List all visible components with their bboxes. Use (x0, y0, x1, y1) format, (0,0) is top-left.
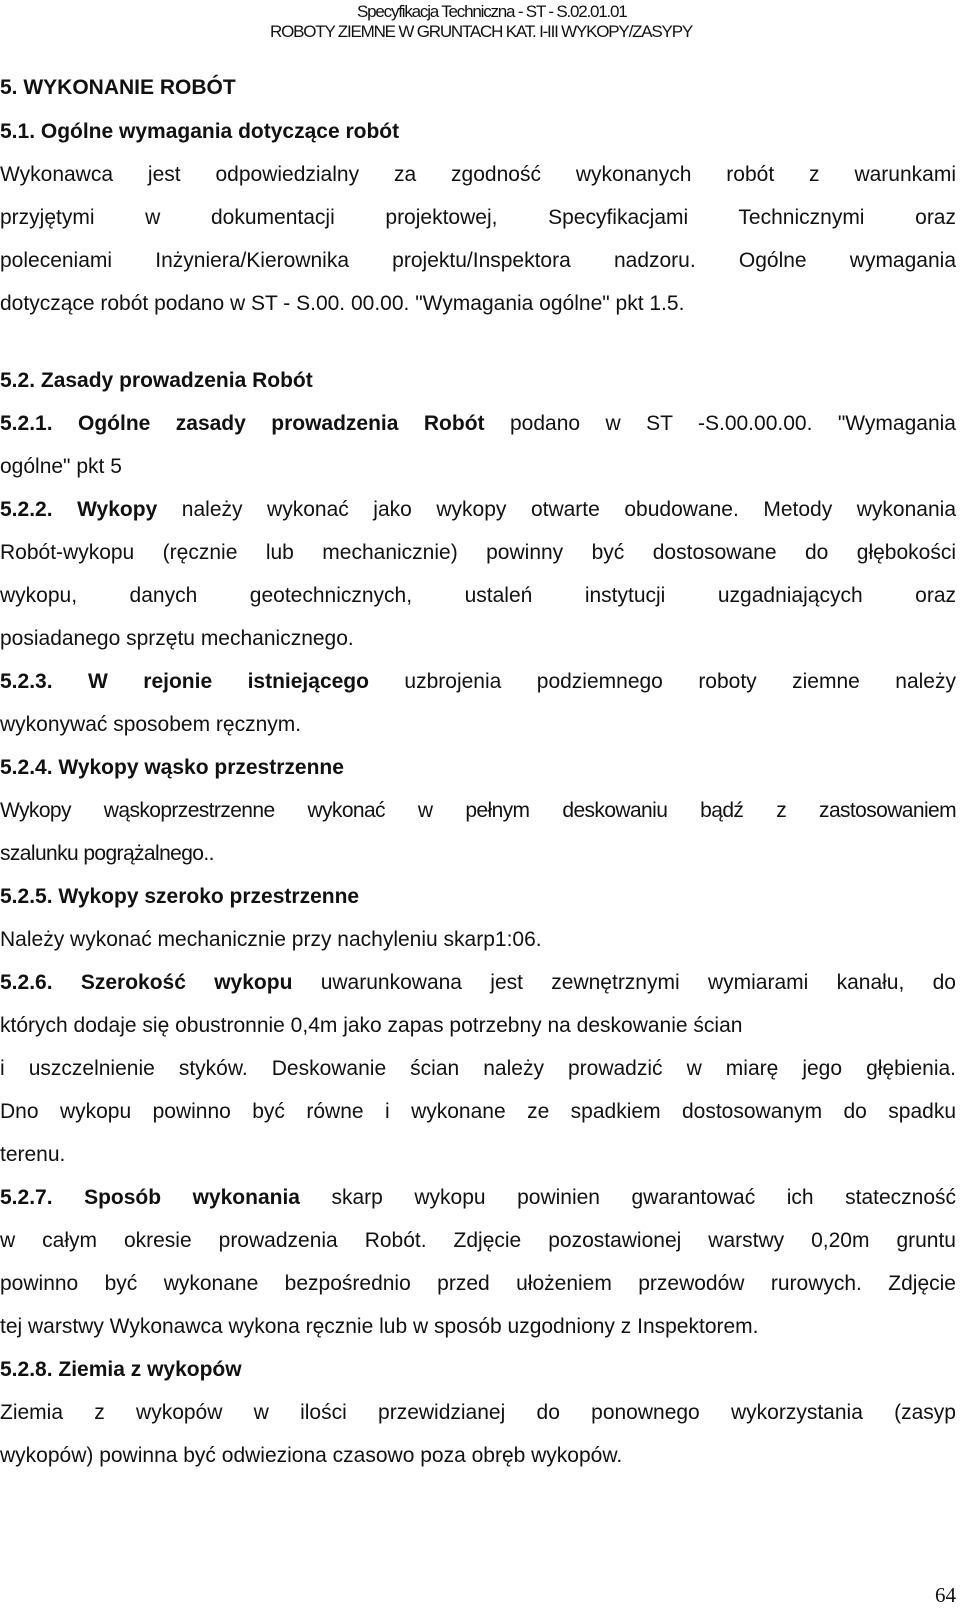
item-number: 5.2.6. (0, 971, 53, 994)
item-bold-lead: Ogólne zasady prowadzenia Robót (78, 412, 485, 435)
paragraph-line: w całym okresie prowadzenia Robót. Zdjęcie pozostawionej warstwy 0,20m gruntu (0, 1229, 956, 1252)
item-number: 5.2.2. (0, 498, 53, 521)
item-5-2-6 (0, 961, 956, 1004)
subsection-5-2-title: 5.2. Zasady prowadzenia Robót (0, 369, 313, 392)
paragraph-line: poleceniami Inżyniera/Kierownika projektu/Inspektora nadzoru. Ogólne wymagania (0, 249, 956, 272)
paragraph-line: Dno wykopu powinno być równe i wykonane ze spadkiem dostosowanym do spadku (0, 1100, 956, 1123)
item-bold-lead: Sposób wykonania (84, 1186, 300, 1209)
paragraph-line: Należy wykonać mechanicznie przy nachyleniu skarp1:06. (0, 928, 542, 951)
paragraph-line: Wykonawca jest odpowiedzialny za zgodność wykonanych robót z warunkami (0, 163, 956, 186)
item-text: podano w ST -S.00.00.00. "Wymagania (484, 412, 956, 435)
paragraph-line: Ziemia z wykopów w ilości przewidzianej do ponownego wykorzystania (zasyp (0, 1401, 956, 1424)
item-number: 5.2.7. (0, 1186, 53, 1209)
paragraph-line: tej warstwy Wykonawca wykona ręcznie lub w sposób uzgodniony z Inspektorem. (0, 1315, 759, 1338)
item-5-2-3 (0, 660, 956, 703)
item-text: należy wykonać jako wykopy otwarte obudowane. Metody wykonania (157, 498, 956, 521)
paragraph-line: wykopów) powinna być odwieziona czasowo poza obręb wykopów. (0, 1444, 623, 1467)
item-text: skarp wykopu powinien gwarantować ich stateczność (299, 1186, 957, 1209)
item-number: 5.2.1. (0, 412, 53, 435)
item-text: uwarunkowana jest zewnętrznymi wymiarami kanału, do (292, 971, 956, 994)
item-bold-lead: Szerokość wykopu (80, 971, 293, 994)
item-5-2-7 (0, 1176, 956, 1219)
paragraph-line: szalunku pogrążalnego.. (0, 842, 214, 865)
item-5-2-5-title: 5.2.5. Wykopy szeroko przestrzenne (0, 885, 360, 908)
subsection-5-1-title: 5.1. Ogólne wymagania dotyczące robót (0, 120, 400, 143)
paragraph-line: Wykopy wąskoprzestrzenne wykonać w pełnym deskowaniu bądź z zastosowaniem (0, 799, 956, 822)
item-number: 5.2.3. (0, 670, 53, 693)
header-subtitle: ROBOTY ZIEMNE W GRUNTACH KAT. I-III WYKOPY/ZASYPY (270, 22, 692, 41)
paragraph-line: ogólne" pkt 5 (0, 455, 122, 478)
paragraph-line: przyjętymi w dokumentacji projektowej, Specyfikacjami Technicznymi oraz (0, 206, 956, 229)
item-5-2-2 (0, 488, 956, 531)
paragraph-line: których dodaje się obustronnie 0,4m jako zapas potrzebny na deskowanie ścian (0, 1014, 743, 1037)
header-spec-title: Specyfikacja Techniczna - ST - S.02.01.01 (357, 2, 627, 21)
paragraph-line: i uszczelnienie styków. Deskowanie ścian należy prowadzić w miarę jego głębienia. (0, 1057, 956, 1080)
paragraph-line: Robót-wykopu (ręcznie lub mechanicznie) powinny być dostosowane do głębokości (0, 541, 956, 564)
item-bold-lead: Wykopy (77, 498, 158, 521)
page-number: 64 (935, 1583, 956, 1607)
item-5-2-8-title: 5.2.8. Ziemia z wykopów (0, 1358, 242, 1381)
paragraph-line: wykonywać sposobem ręcznym. (0, 713, 302, 736)
document-body (0, 66, 956, 1477)
running-header (0, 2, 960, 42)
item-5-2-4-title: 5.2.4. Wykopy wąsko przestrzenne (0, 756, 344, 779)
item-bold-lead: W rejonie istniejącego (88, 670, 369, 693)
paragraph-line: powinno być wykonane bezpośrednio przed ułożeniem przewodów rurowych. Zdjęcie (0, 1272, 956, 1295)
section-heading: 5. WYKONANIE ROBÓT (0, 76, 236, 99)
paragraph-line: dotyczące robót podano w ST - S.00. 00.00. "Wymagania ogólne" pkt 1.5. (0, 292, 685, 315)
item-text: uzbrojenia podziemnego roboty ziemne należy (368, 670, 956, 693)
item-5-2-1 (0, 402, 956, 445)
paragraph-line: wykopu, danych geotechnicznych, ustaleń instytucji uzgadniających oraz (0, 584, 956, 607)
paragraph-line: terenu. (0, 1143, 66, 1166)
paragraph-line: posiadanego sprzętu mechanicznego. (0, 627, 354, 650)
